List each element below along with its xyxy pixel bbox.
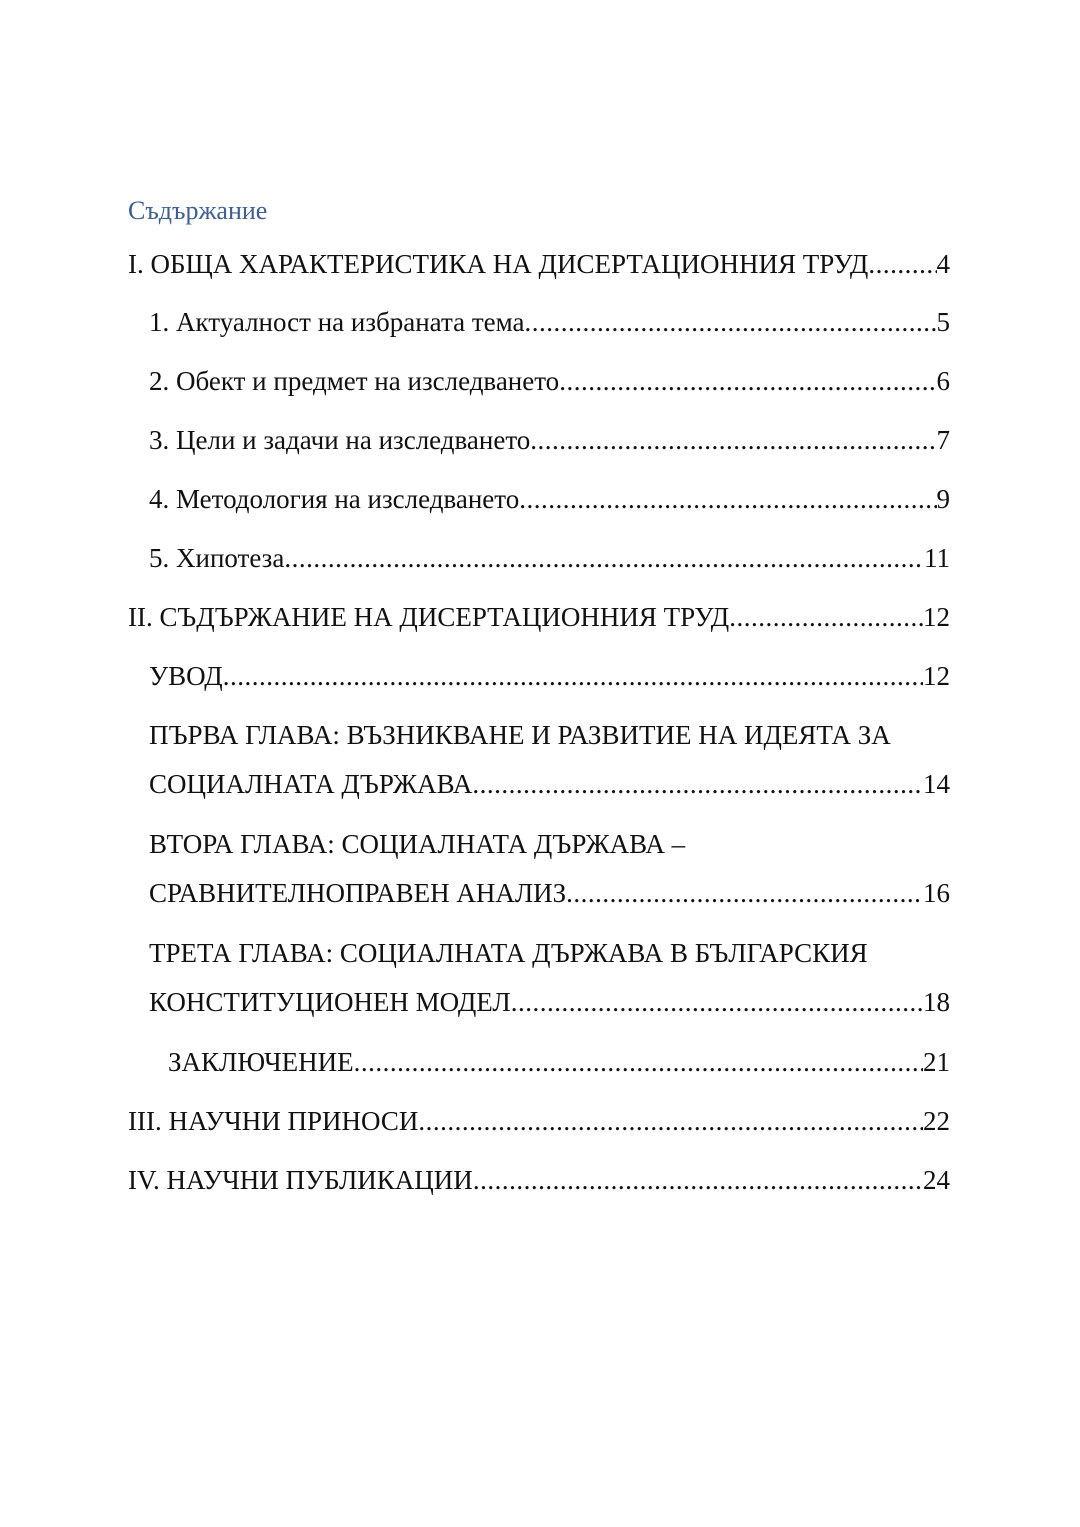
toc-entry-page: 4	[936, 249, 950, 279]
toc-entry-1-4[interactable]	[149, 479, 950, 519]
toc-entry-chapter-3[interactable]	[149, 933, 950, 1022]
toc-entry-introduction[interactable]	[149, 656, 950, 696]
toc-entry-label: III. НАУЧНИ ПРИНОСИ	[128, 1106, 419, 1136]
dot-leader	[729, 597, 923, 637]
dot-leader	[284, 538, 924, 578]
toc-entry-part-4[interactable]	[128, 1160, 950, 1200]
toc-entry-chapter-1[interactable]	[149, 715, 950, 804]
toc-entry-part-2[interactable]	[128, 597, 950, 637]
toc-entry-label: 1. Актуалност на избраната тема	[149, 307, 525, 337]
toc-entry-page: 18	[923, 987, 950, 1017]
toc-entry-part-3[interactable]	[128, 1101, 950, 1141]
toc-entry-label: ЗАКЛЮЧЕНИЕ	[168, 1047, 354, 1077]
toc-entry-1-2[interactable]	[149, 361, 950, 401]
toc-entry-1-3[interactable]	[149, 420, 950, 460]
dot-leader	[354, 1042, 923, 1082]
toc-entry-label-line2-row	[149, 873, 950, 913]
toc-entry-page: 9	[936, 484, 950, 514]
toc-entry-label-line2-row	[149, 982, 950, 1022]
toc-entry-page: 22	[923, 1106, 950, 1136]
toc-entry-label-line2: СРАВНИТЕЛНОПРАВЕН АНАЛИЗ	[149, 878, 567, 908]
dot-leader	[566, 873, 923, 913]
toc-entry-page: 24	[923, 1165, 950, 1195]
dot-leader	[418, 1101, 923, 1141]
toc-entry-label-line1: ВТОРА ГЛАВА: СОЦИАЛНАТА ДЪРЖАВА –	[149, 829, 686, 859]
toc-entry-page: 6	[936, 366, 950, 396]
toc-entry-page: 14	[923, 769, 950, 799]
toc-entry-label: II. СЪДЪРЖАНИЕ НА ДИСЕРТАЦИОННИЯ ТРУД	[128, 602, 730, 632]
dot-leader	[868, 244, 936, 284]
toc-entry-label-line2: СОЦИАЛНАТА ДЪРЖАВА	[149, 769, 473, 799]
toc-entry-part-1[interactable]	[128, 244, 950, 284]
toc-entry-chapter-2[interactable]	[149, 824, 950, 913]
dot-leader	[524, 302, 936, 342]
toc-entry-label: УВОД	[149, 661, 223, 691]
toc-entry-conclusion[interactable]	[168, 1042, 950, 1082]
toc-entry-label-line1: ПЪРВА ГЛАВА: ВЪЗНИКВАНЕ И РАЗВИТИЕ НА ИДЕЯТА ЗА	[149, 720, 891, 750]
toc-entry-page: 12	[923, 661, 950, 691]
toc-entry-page: 5	[936, 307, 950, 337]
dot-leader	[530, 420, 936, 460]
dot-leader	[223, 656, 923, 696]
toc-entry-label-line2: КОНСТИТУЦИОНЕН МОДЕЛ	[149, 987, 511, 1017]
toc-entry-page: 21	[923, 1047, 950, 1077]
dot-leader	[472, 764, 923, 804]
toc-entry-label-line2-row	[149, 764, 950, 804]
toc-heading: Съдържание	[128, 196, 268, 225]
toc-entry-label: 3. Цели и задачи на изследването	[149, 425, 531, 455]
dot-leader	[511, 982, 923, 1022]
toc-entry-page: 16	[923, 878, 950, 908]
toc-entry-label: 2. Обект и предмет на изследването	[149, 366, 560, 396]
toc-entry-1-5[interactable]	[149, 538, 950, 578]
toc-entry-label: I. ОБЩА ХАРАКТЕРИСТИКА НА ДИСЕРТАЦИОННИЯ ТРУД	[128, 249, 869, 279]
toc-entry-page: 12	[923, 602, 950, 632]
toc-entry-page: 7	[936, 425, 950, 455]
dot-leader	[559, 361, 936, 401]
dot-leader	[473, 1160, 923, 1200]
dot-leader	[519, 479, 936, 519]
toc-entry-label: 5. Хипотеза	[149, 543, 285, 573]
toc-entry-page: 11	[924, 543, 950, 573]
toc-entry-label: IV. НАУЧНИ ПУБЛИКАЦИИ	[128, 1165, 473, 1195]
toc-entry-1-1[interactable]	[149, 302, 950, 342]
toc-entry-label: 4. Методология на изследването	[149, 484, 520, 514]
toc-entry-label-line1: ТРЕТА ГЛАВА: СОЦИАЛНАТА ДЪРЖАВА В БЪЛГАРСКИЯ	[149, 938, 868, 968]
